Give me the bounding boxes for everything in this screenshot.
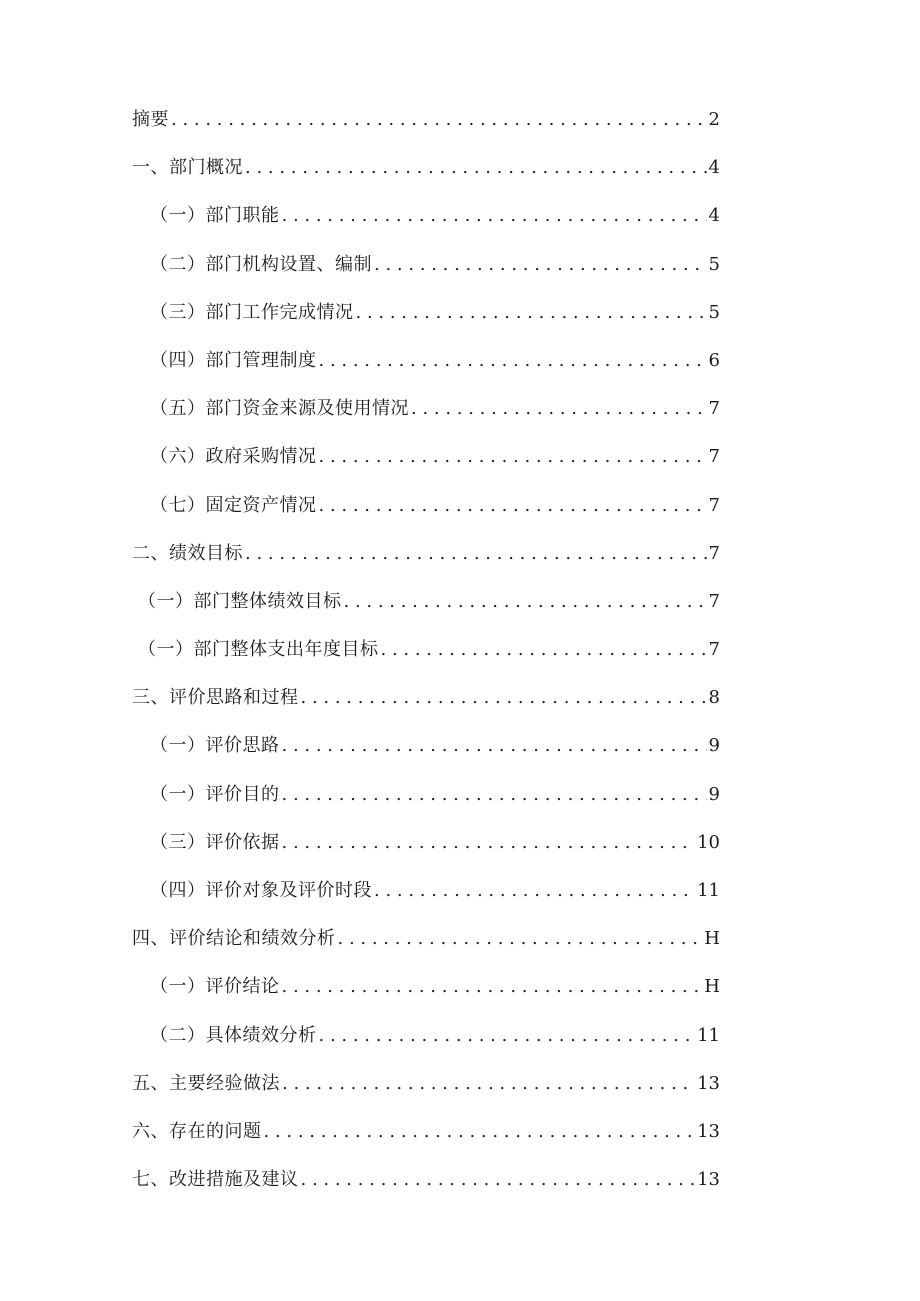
toc-entry-title: （一）部门职能 bbox=[150, 205, 280, 227]
toc-entry[interactable] bbox=[132, 530, 720, 578]
toc-leader-dots bbox=[319, 337, 707, 385]
toc-entry-page: 2 bbox=[708, 109, 720, 130]
toc-entry[interactable] bbox=[132, 578, 720, 626]
toc-entry-page: 4 bbox=[708, 205, 720, 227]
toc-leader-dots bbox=[282, 771, 707, 819]
toc-entry-page: 13 bbox=[697, 1169, 720, 1191]
toc-entry-page: 9 bbox=[708, 783, 720, 805]
toc-entry-page: 11 bbox=[697, 880, 720, 901]
toc-entry-title: 二、绩效目标 bbox=[132, 542, 243, 564]
toc-entry[interactable] bbox=[132, 626, 720, 674]
toc-entry-title: 五、主要经验做法 bbox=[132, 1072, 280, 1094]
toc-leader-dots bbox=[282, 192, 707, 240]
toc-leader-dots bbox=[344, 578, 707, 626]
toc-leader-dots bbox=[171, 96, 707, 144]
toc-entry[interactable] bbox=[132, 674, 720, 722]
toc-entry-title: （七）固定资产情况 bbox=[150, 494, 317, 516]
toc-entry-page: 7 bbox=[708, 494, 720, 516]
toc-entry-page: 10 bbox=[697, 831, 720, 853]
toc-leader-dots bbox=[411, 385, 707, 433]
toc-leader-dots bbox=[319, 482, 707, 530]
toc-entry-page: 7 bbox=[708, 590, 720, 612]
toc-entry-page: 7 bbox=[708, 398, 720, 420]
toc-entry-page: 7 bbox=[708, 639, 720, 661]
toc-entry[interactable] bbox=[132, 1012, 720, 1060]
toc-leader-dots bbox=[282, 722, 707, 770]
toc-entry[interactable] bbox=[132, 771, 720, 819]
toc-entry-title: 一、部门概况 bbox=[132, 157, 243, 179]
toc-entry-title: （三）评价依据 bbox=[150, 831, 280, 853]
toc-entry-page: 9 bbox=[708, 735, 720, 757]
toc-entry-title: 六、存在的问题 bbox=[132, 1120, 262, 1142]
toc-entry-page: 7 bbox=[708, 446, 720, 468]
toc-entry[interactable] bbox=[132, 963, 720, 1011]
toc-entry[interactable] bbox=[132, 482, 720, 530]
toc-leader-dots bbox=[356, 289, 707, 337]
toc-entry-title: （一）部门整体支出年度目标 bbox=[138, 639, 379, 661]
toc-entry[interactable] bbox=[132, 722, 720, 770]
toc-leader-dots bbox=[374, 241, 707, 289]
toc-entry[interactable] bbox=[132, 867, 720, 915]
toc-entry-title: （二）部门机构设置、编制 bbox=[150, 253, 372, 275]
toc-entry-title: （一）评价目的 bbox=[150, 783, 280, 805]
toc-entry-page: 5 bbox=[708, 301, 720, 323]
toc-entry-page: 13 bbox=[697, 1072, 720, 1094]
toc-entry-page: 5 bbox=[708, 253, 720, 275]
toc-entry-title: （四）评价对象及评价时段 bbox=[150, 880, 372, 901]
toc-entry[interactable] bbox=[132, 144, 720, 192]
toc-entry-title: 四、评价结论和绩效分析 bbox=[132, 928, 336, 950]
toc-entry-title: （六）政府采购情况 bbox=[150, 446, 317, 468]
toc-entry[interactable] bbox=[132, 433, 720, 481]
toc-entry[interactable] bbox=[132, 241, 720, 289]
toc-entry-title: 七、改进措施及建议 bbox=[132, 1169, 299, 1191]
toc-entry-page: 11 bbox=[697, 1024, 720, 1046]
toc-entry[interactable] bbox=[132, 1060, 720, 1108]
table-of-contents bbox=[132, 96, 720, 1204]
toc-leader-dots bbox=[245, 144, 707, 192]
toc-entry-title: （一）评价结论 bbox=[150, 976, 280, 998]
toc-entry-title: （三）部门工作完成情况 bbox=[150, 301, 354, 323]
toc-entry[interactable] bbox=[132, 192, 720, 240]
toc-leader-dots bbox=[282, 819, 696, 867]
toc-entry-title: （二）具体绩效分析 bbox=[150, 1024, 317, 1046]
toc-leader-dots bbox=[245, 530, 707, 578]
toc-entry-title: （一）部门整体绩效目标 bbox=[138, 590, 342, 612]
toc-entry[interactable] bbox=[132, 385, 720, 433]
toc-entry-title: （四）部门管理制度 bbox=[150, 349, 317, 371]
toc-entry-page: 7 bbox=[708, 542, 720, 564]
toc-entry-title: （一）评价思路 bbox=[150, 735, 280, 757]
toc-entry-title: （五）部门资金来源及使用情况 bbox=[150, 398, 409, 420]
toc-entry-title: 三、评价思路和过程 bbox=[132, 687, 299, 709]
toc-leader-dots bbox=[282, 963, 703, 1011]
toc-leader-dots bbox=[381, 626, 707, 674]
toc-entry[interactable] bbox=[132, 337, 720, 385]
toc-entry[interactable] bbox=[132, 289, 720, 337]
toc-leader-dots bbox=[301, 674, 707, 722]
toc-leader-dots bbox=[319, 433, 707, 481]
toc-leader-dots bbox=[338, 915, 703, 963]
toc-entry[interactable] bbox=[132, 1108, 720, 1156]
toc-entry-page: H bbox=[704, 976, 720, 998]
toc-entry-page: 4 bbox=[708, 157, 720, 179]
toc-entry[interactable] bbox=[132, 1156, 720, 1204]
toc-entry-title: 摘要 bbox=[132, 109, 169, 130]
toc-entry[interactable] bbox=[132, 96, 720, 144]
toc-entry-page: 13 bbox=[697, 1120, 720, 1142]
toc-leader-dots bbox=[264, 1108, 696, 1156]
toc-entry-page: H bbox=[704, 928, 720, 950]
toc-leader-dots bbox=[282, 1060, 695, 1108]
toc-entry[interactable] bbox=[132, 915, 720, 963]
toc-leader-dots bbox=[301, 1156, 696, 1204]
toc-entry[interactable] bbox=[132, 819, 720, 867]
toc-entry-page: 8 bbox=[708, 687, 720, 709]
toc-leader-dots bbox=[319, 1012, 696, 1060]
toc-entry-page: 6 bbox=[708, 349, 720, 371]
toc-leader-dots bbox=[374, 867, 695, 915]
